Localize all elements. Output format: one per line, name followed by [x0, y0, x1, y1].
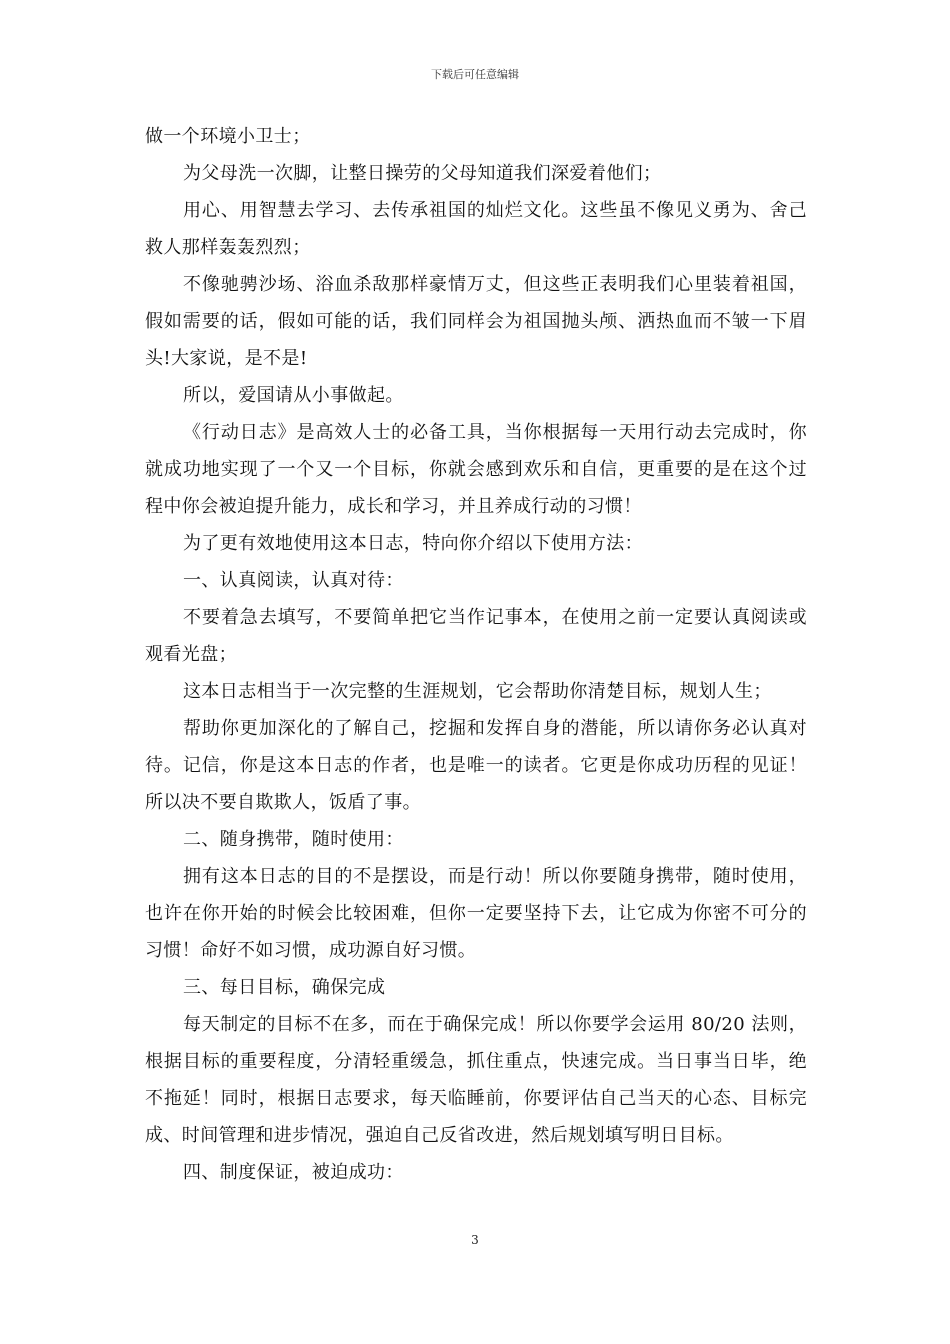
paragraph: 拥有这本日志的目的不是摆设，而是行动！所以你要随身携带，随时使用，也许在你开始的时候会比较困难，但你一定要坚持下去，让它成为你密不可分的习惯！命好不如习惯，成功源自好习惯。	[145, 866, 807, 961]
paragraph: 为了更有效地使用这本日志，特向你介绍以下使用方法：	[183, 533, 643, 554]
paragraph: 做一个环境小卫士；	[145, 126, 311, 147]
paragraph: 这本日志相当于一次完整的生涯规划，它会帮助你清楚目标，规划人生；	[183, 681, 772, 702]
page-number: 3	[471, 1233, 479, 1247]
document-body	[145, 118, 807, 1191]
paragraph: 不要着急去填写，不要简单把它当作记事本，在使用之前一定要认真阅读或观看光盘；	[145, 607, 807, 665]
section-heading: 三、每日目标，确保完成	[183, 977, 386, 998]
section-heading: 二、随身携带，随时使用：	[183, 829, 404, 850]
page-header: 下载后可任意编辑	[431, 68, 519, 81]
paragraph: 帮助你更加深化的了解自己，挖掘和发挥自身的潜能，所以请你务必认真对待。记信，你是这本日志的作者，也是唯一的读者。它更是你成功历程的见证！所以决不要自欺欺人，饭盾了事。	[145, 718, 807, 813]
paragraph: 为父母洗一次脚，让整日操劳的父母知道我们深爱着他们；	[183, 163, 662, 184]
section-heading: 一、认真阅读，认真对待：	[183, 570, 404, 591]
paragraph: 用心、用智慧去学习、去传承祖国的灿烂文化。这些虽不像见义勇为、舍己救人那样轰轰烈烈；	[145, 200, 807, 258]
paragraph: 不像驰骋沙场、浴血杀敌那样豪情万丈，但这些正表明我们心里装着祖国，假如需要的话，假如可能的话，我们同样会为祖国抛头颅、洒热血而不皱一下眉头!大家说，是不是!	[145, 274, 807, 369]
paragraph: 每天制定的目标不在多，而在于确保完成！所以你要学会运用 80/20 法则，根据目标的重要程度，分清轻重缓急，抓住重点，快速完成。当日事当日毕，绝不拖延！同时，根据日志要求，每天临睡前，你要评估自己当天的心态、目标完成、时间管理和进步情况，强迫自己反省改进，然后规划填写明日目标。	[145, 1014, 807, 1146]
section-heading: 四、制度保证，被迫成功：	[183, 1162, 404, 1183]
paragraph: 所以，爱国请从小事做起。	[183, 385, 404, 406]
paragraph: 《行动日志》是高效人士的必备工具，当你根据每一天用行动去完成时，你就成功地实现了一个又一个目标，你就会感到欢乐和自信，更重要的是在这个过程中你会被迫提升能力，成长和学习，并且养成行动的习惯！	[145, 422, 807, 517]
